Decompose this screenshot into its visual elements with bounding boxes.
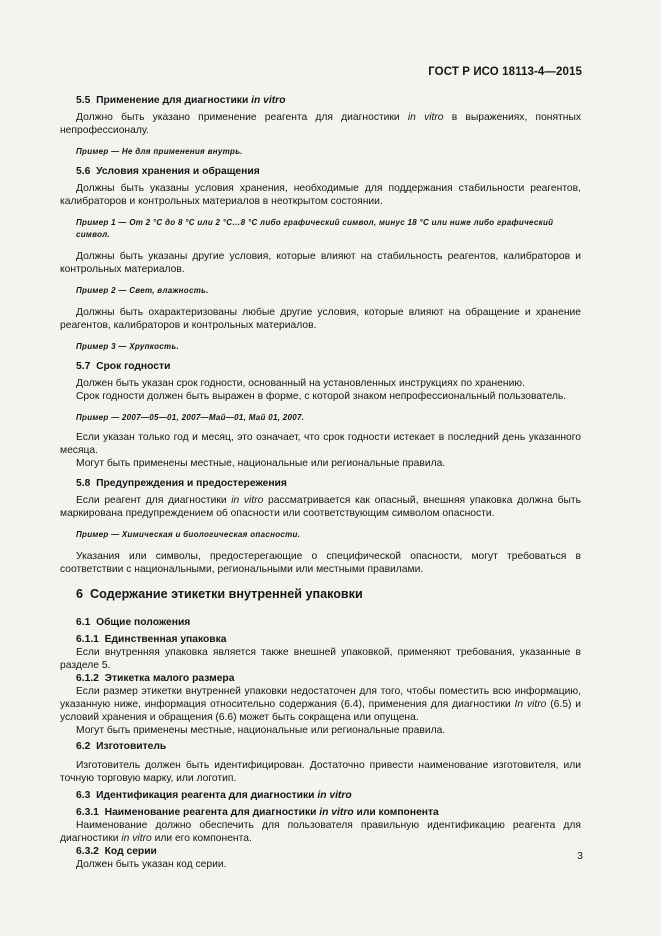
example-text: Пример 1 — От 2 °С до 8 °С или 2 °С…8 °С либо графический символ, минус 18 °С или ниже либо графический символ. [76,218,554,239]
heading-number: 6.3.1 [76,807,99,818]
paragraph: Должны быть указаны другие условия, которые влияют на стабильность реагентов, калибраторов и контрольных материалов. [60,251,581,275]
paragraph: Если внутренняя упаковка является также внешней упаковкой, применяют требования, указанные в разделе 5. [60,647,581,671]
heading-number: 6.1.1 [76,634,99,645]
heading-number: 5.5 [76,95,91,106]
example-text: Пример — Химическая и биологическая опасности. [76,530,301,539]
heading-6-1: 6.1 Общие положения [76,617,191,628]
paragraph: Если размер этикетки внутренней упаковки недостаточен для того, чтобы поместить всю информацию, указанную ниже, информация относительно содержания (6.4), применения для диагностики In vitro (6.5) и условий хранения и обращения (6.6) может быть сокращена или опущена. [60,686,581,723]
example-text: Пример — Не для применения внутрь. [76,147,243,156]
paragraph: Могут быть применены местные, национальные или региональные правила. [76,458,446,469]
heading-5-8: 5.8 Предупреждения и предостережения [76,478,287,489]
paragraph: Должны быть охарактеризованы любые другие условия, которые влияют на обращение и хранение реагентов, калибраторов и контрольных материалов. [60,307,581,331]
document-code-header: ГОСТ Р ИСО 18113-4—2015 [428,66,582,78]
paragraph: Должен быть указан код серии. [76,859,227,870]
paragraph: Изготовитель должен быть идентифицирован. Достаточно привести наименование изготовителя, или точную торговую марку, или логотип. [60,760,581,784]
heading-6-3: 6.3 Идентификация реагента для диагностики in vitro [76,790,352,801]
paragraph: Должны быть указаны условия хранения, необходимые для поддержания стабильности реагентов, калибраторов и контрольных материалов в неоткрытом состоянии. [60,183,581,207]
paragraph: Наименование должно обеспечить для пользователя правильную идентификацию реагента для диагностики in vitro или его компонента. [60,820,581,844]
example-text: Пример — 2007—05—01, 2007—Май—01, Май 01, 2007. [76,413,305,422]
heading-number: 6.3 [76,790,91,801]
section-heading-6: 6 Содержание этикетки внутренней упаковки [76,587,363,601]
heading-5-6: 5.6 Условия хранения и обращения [76,166,260,177]
heading-6-3-2: 6.3.2 Код серии [76,846,157,857]
paragraph: Если указан только год и месяц, это означает, что срок годности истекает в последний день указанного месяца. [60,432,581,456]
heading-6-1-2: 6.1.2 Этикетка малого размера [76,673,235,684]
heading-5-7: 5.7 Срок годности [76,361,171,372]
heading-5-5: 5.5 Применение для диагностики in vitro [76,95,286,106]
heading-number: 5.8 [76,478,91,489]
paragraph: Должно быть указано применение реагента для диагностики in vitro в выражениях, понятных непрофессионалу. [60,112,582,136]
paragraph: Срок годности должен быть выражен в форме, с которой знаком непрофессиональный пользователь. [76,391,567,402]
heading-number: 6.1 [76,617,91,628]
heading-number: 6 [76,587,84,601]
heading-6-1-1: 6.1.1 Единственная упаковка [76,634,227,645]
document-body [60,94,581,871]
example-text: Пример 3 — Хрупкость. [76,342,180,351]
heading-number: 6.3.2 [76,846,99,857]
paragraph: Указания или символы, предостерегающие о специфической опасности, могут требоваться в соответствии с национальными, региональными или местными правилами. [60,551,581,575]
paragraph: Должен быть указан срок годности, основанный на установленных инструкциях по хранению. [76,378,525,389]
paragraph: Могут быть применены местные, национальные или региональные правила. [76,725,446,736]
heading-number: 6.1.2 [76,673,99,684]
heading-number: 6.2 [76,741,91,752]
heading-number: 5.6 [76,166,91,177]
example-text: Пример 2 — Свет, влажность. [76,286,209,295]
heading-number: 5.7 [76,361,91,372]
heading-6-2: 6.2 Изготовитель [76,741,167,752]
paragraph: Если реагент для диагностики in vitro рассматривается как опасный, внешняя упаковка должна быть маркирована предупреждением об опасности или соответствующим символом опасности. [60,495,581,519]
heading-6-3-1: 6.3.1 Наименование реагента для диагностики in vitro или компонента [76,807,439,818]
page-number: 3 [577,850,583,862]
